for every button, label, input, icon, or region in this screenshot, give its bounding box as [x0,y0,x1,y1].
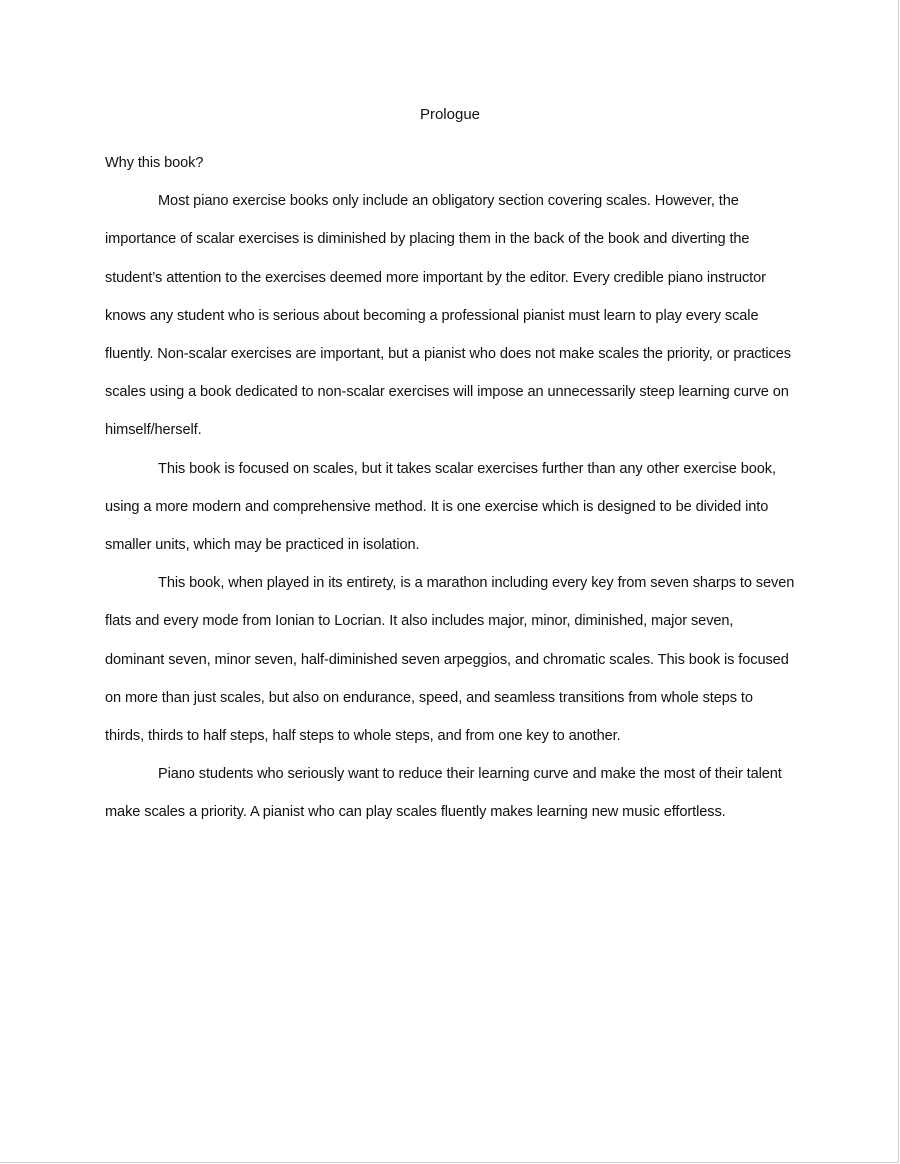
page-title: Prologue [419,106,481,123]
document-body [105,144,795,832]
paragraph: Most piano exercise books only include an obligatory section covering scales. However, the importance of scalar exercises is diminished by placing them in the back of the book and diverting the student’s attention to the exercises deemed more important by the editor. Every credible piano instructor knows any student who is serious about becoming a professional pianist must learn to play every scale fluently. Non-scalar exercises are important, but a pianist who does not make scales the priority, or practices scales using a book dedicated to non-scalar exercises will impose an unnecessarily steep learning curve on himself/herself. [105,193,791,439]
section-heading: Why this book? [105,155,204,171]
paragraph: This book, when played in its entirety, is a marathon including every key from seven sharps to seven flats and every mode from Ionian to Locrian. It also includes major, minor, diminished, major seven, dominant seven, minor seven, half-diminished seven arpeggios, and chromatic scales. This book is focused on more than just scales, but also on endurance, speed, and seamless transitions from whole steps to thirds, thirds to half steps, half steps to whole steps, and from one key to another. [105,575,795,745]
paragraph: Piano students who seriously want to reduce their learning curve and make the most of their talent make scales a priority. A pianist who can play scales fluently makes learning new music effortless. [105,766,782,821]
paragraph: This book is focused on scales, but it takes scalar exercises further than any other exercise book, using a more modern and comprehensive method. It is one exercise which is designed to be divided into smaller units, which may be practiced in isolation. [105,460,776,554]
